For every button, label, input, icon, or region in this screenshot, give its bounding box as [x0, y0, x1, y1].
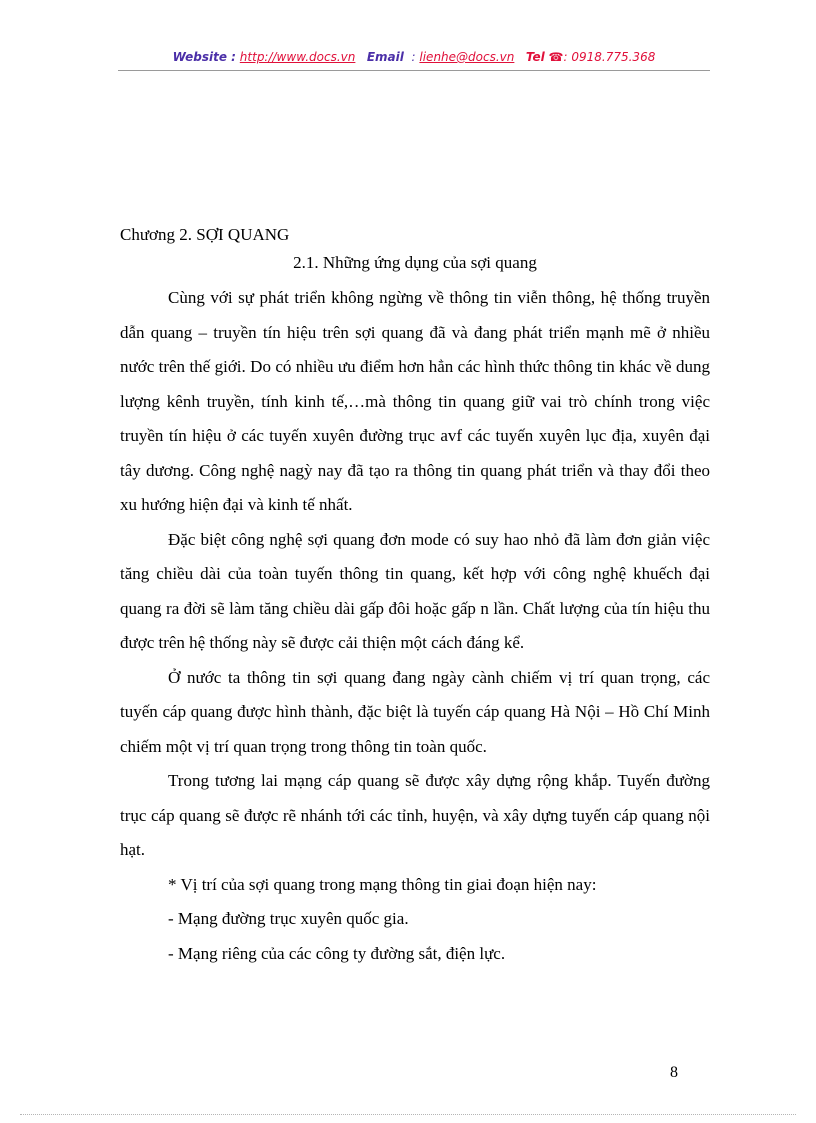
document-body	[120, 281, 710, 971]
phone-icon: ☎	[548, 50, 564, 64]
email-label: Email	[366, 50, 404, 64]
note-line: * Vị trí của sợi quang trong mạng thông tin giai đoạn hiện nay:	[168, 874, 597, 894]
website-label: Website :	[172, 50, 236, 64]
bullet-item: - Mạng đường trục xuyên quốc gia.	[168, 909, 409, 928]
paragraph: Ở nước ta thông tin sợi quang đang ngày cành chiếm vị trí quan trọng, các tuyến cáp quang được hình thành, đặc biệt là tuyến cáp quang Hà Nội – Hồ Chí Minh chiếm một vị trí quan trọng trong thông tin toàn quốc.	[120, 667, 710, 756]
phone-number: : 0918.775.368	[563, 50, 656, 64]
bullet-item: - Mạng riêng của các công ty đường sắt, điện lực.	[168, 943, 506, 963]
website-link[interactable]: http://www.docs.vn	[239, 50, 356, 64]
page-header	[118, 50, 710, 64]
paragraph: Trong tương lai mạng cáp quang sẽ được xây dựng rộng khắp. Tuyến đường trục cáp quang sẽ được rẽ nhánh tới các tỉnh, huyện, và xây dựng tuyến cáp quang nội hạt.	[120, 771, 710, 859]
email-separator: :	[411, 50, 416, 64]
page-bottom-divider	[20, 1114, 796, 1115]
tel-label: Tel	[525, 50, 545, 64]
paragraph: Cùng với sự phát triển không ngừng về thông tin viễn thông, hệ thống truyền dẫn quang – truyền tín hiệu trên sợi quang đã và đang phát triển mạnh mẽ ở nhiều nước trên thế giới. Do có nhiều ưu điểm hơn hẳn các hình thức thông tin khác về dung lượng kênh truyền, tính kinh tế,…mà thông tin quang giữ vai trò chính trong việc truyền tín hiệu ở các tuyến xuyên đường trục avf các tuyến xuyên lục địa, xuyên đại tây dương. Công nghệ nagỳ nay đã tạo ra thông tin quang phát triển và thay đổi theo xu hướng hiện đại và kinh tế nhất.	[120, 288, 710, 514]
chapter-title: Chương 2. SỢI QUANG	[120, 225, 290, 244]
email-link[interactable]: lienhe@docs.vn	[419, 50, 515, 64]
section-title: 2.1. Những ứng dụng của sợi quang	[293, 253, 537, 272]
header-divider	[118, 70, 710, 71]
paragraph: Đặc biệt công nghệ sợi quang đơn mode có suy hao nhỏ đã làm đơn giản việc tăng chiều dài của toàn tuyến thông tin quang, kết hợp với công nghệ khuếch đại quang ra đời sẽ làm tăng chiều dài gấp đôi hoặc gấp n lần. Chất lượng của tín hiệu thu được trên hệ thống này sẽ được cải thiện một cách đáng kể.	[120, 529, 710, 652]
page-number: 8	[670, 1064, 678, 1081]
